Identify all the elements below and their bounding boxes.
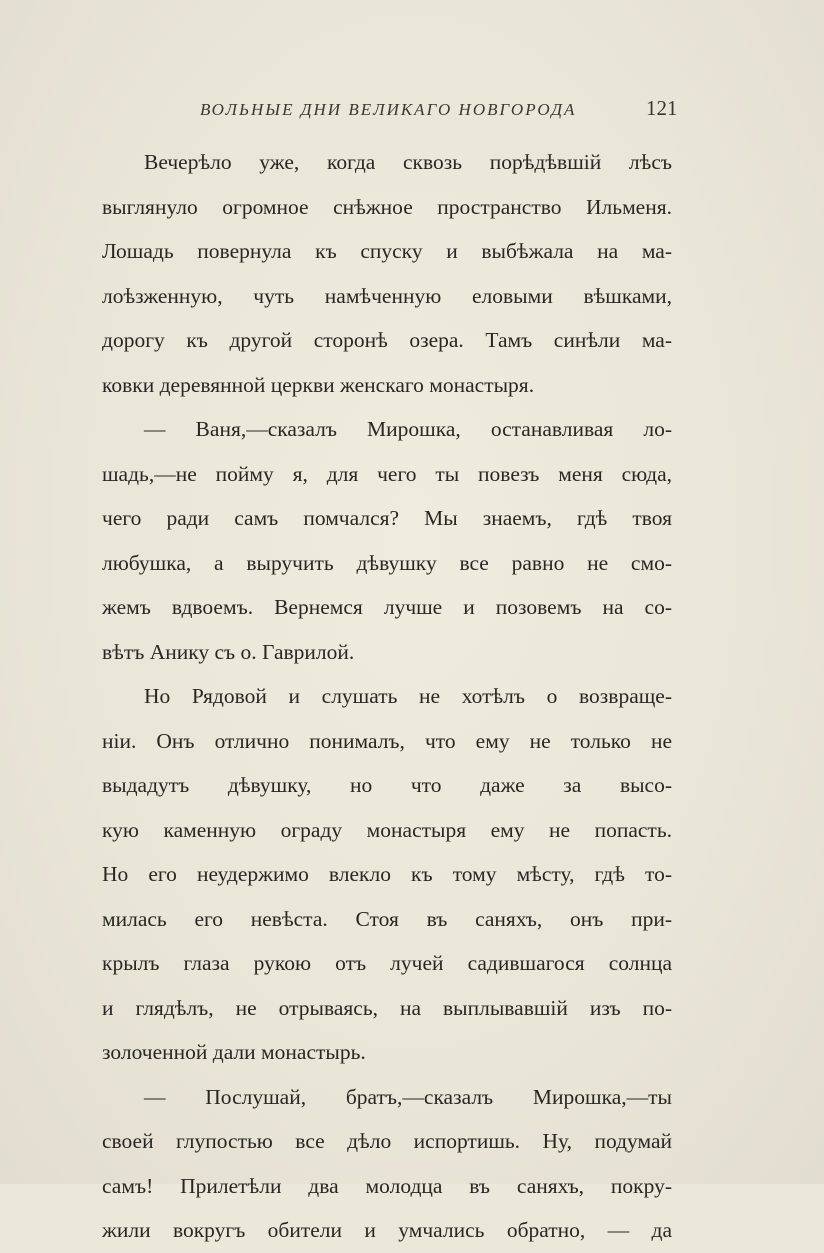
text-line: выдадутъ дѣвушку, но что даже за высо- (102, 773, 672, 797)
text-line: своей глупостью все дѣло испортишь. Ну, подумай (102, 1129, 672, 1153)
text-line: жили вокругъ обители и умчались обратно, — да (102, 1218, 672, 1242)
text-line: дорогу къ другой сторонѣ озера. Тамъ синѣли ма- (102, 328, 672, 352)
text-line: кую каменную ограду монастыря ему не попасть. (102, 817, 672, 842)
text-line: Но Рядовой и слушать не хотѣлъ о возвраще- (144, 684, 672, 708)
text-line: ніи. Онъ отлично понималъ, что ему не только не (102, 728, 672, 753)
page-number: 121 (646, 96, 678, 120)
text-line: вѣтъ Анику съ о. Гаврилой. (102, 639, 355, 664)
text-line: любушка, а выручить дѣвушку все равно не смо- (102, 550, 672, 575)
text-line: — Ваня,—сказалъ Мирошка, останавливая ло- (144, 417, 672, 441)
text-line: Вечерѣло уже, когда сквозь порѣдѣвшій лѣсъ (144, 150, 672, 174)
text-line: — Послушай, братъ,—сказалъ Мирошка,—ты (144, 1084, 672, 1109)
body-text (102, 140, 672, 1253)
text-line: жемъ вдвоемъ. Вернемся лучше и позовемъ на со- (102, 595, 672, 619)
text-line: Лошадь повернула къ спуску и выбѣжала на ма- (102, 239, 672, 263)
text-line: крылъ глаза рукою отъ лучей садившагося солнца (102, 951, 672, 975)
text-line: Но его неудержимо влекло къ тому мѣсту, гдѣ то- (102, 862, 672, 886)
text-line: милась его невѣста. Стоя въ саняхъ, онъ при- (102, 906, 672, 931)
running-title: ВОЛЬНЫЕ ДНИ ВЕЛИКАГО НОВГОРОДА (200, 100, 577, 119)
text-line: и глядѣлъ, не отрываясь, на выплывавшій изъ по- (102, 995, 672, 1020)
text-line: ковки деревянной церкви женскаго монастыря. (102, 372, 535, 397)
text-line: выглянуло огромное снѣжное пространство Ильменя. (102, 194, 672, 219)
text-line: шадь,—не пойму я, для чего ты повезъ меня сюда, (102, 461, 672, 486)
text-line: лоѣзженную, чуть намѣченную еловыми вѣшками, (102, 283, 672, 308)
text-line: золоченной дали монастырь. (102, 1040, 366, 1064)
text-line: чего ради самъ помчался? Мы знаемъ, гдѣ твоя (102, 506, 672, 530)
text-line: самъ! Прилетѣли два молодца въ саняхъ, покру- (102, 1173, 672, 1198)
